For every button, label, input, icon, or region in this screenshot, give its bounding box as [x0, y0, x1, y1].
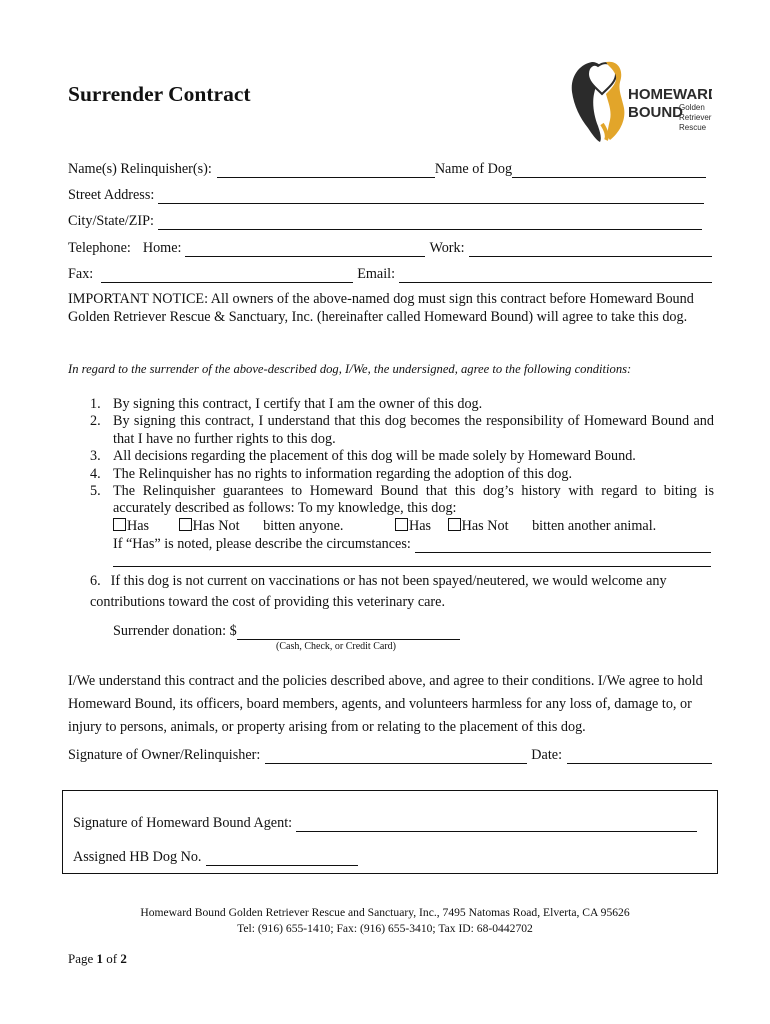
date-input-line[interactable] [567, 749, 712, 764]
street-row [68, 184, 712, 204]
golden-retriever-logo-icon [562, 54, 712, 144]
home-phone-input-line[interactable] [185, 242, 425, 257]
describe-row [113, 536, 711, 553]
work-label: Work: [429, 240, 465, 256]
city-label: City/State/ZIP: [68, 213, 154, 229]
donation-label: Surrender donation: $ [113, 623, 237, 639]
fax-label: Fax: [68, 266, 94, 282]
agent-signature-row [73, 812, 697, 832]
has-not-bitten-animal-checkbox[interactable] [448, 518, 461, 531]
checkbox-label: Has Not [461, 518, 509, 534]
work-phone-input-line[interactable] [469, 242, 712, 257]
has-bitten-anyone-checkbox[interactable] [113, 518, 126, 531]
bitten-anyone-text: bitten anyone. [263, 518, 344, 534]
city-input-line[interactable] [158, 215, 702, 230]
biting-checkbox-row [113, 518, 656, 535]
condition-item: 3. All decisions regarding the placement of this dog will be made solely by Homeward Bound. [90, 448, 636, 465]
email-label: Email: [357, 266, 396, 282]
donation-note: (Cash, Check, or Credit Card) [276, 641, 396, 652]
conditions-intro: In regard to the surrender of the above-described dog, I/We, the undersigned, agree to the following conditions: [68, 362, 632, 376]
describe-input-line[interactable] [415, 538, 711, 553]
bitten-animal-text: bitten another animal. [532, 518, 657, 534]
home-label: Home: [142, 240, 182, 256]
condition-item-6: 6. If this dog is not current on vaccinations or has not been spayed/neutered, we would welcome any contributions toward the cost of providing this veterinary care. [90, 573, 667, 610]
condition-item: 5. The Relinquisher guarantees to Homeward Bound that this dog’s history with regard to biting is accurately described as follows: To my knowledge, this dog: [90, 483, 714, 517]
page-title: Surrender Contract [68, 82, 251, 106]
telephone-label: Telephone: [68, 240, 131, 256]
fax-row [68, 263, 712, 283]
dog-number-input-line[interactable] [206, 851, 358, 866]
street-label: Street Address: [68, 187, 155, 203]
checkbox-label: Has Not [192, 518, 240, 534]
condition-item: 4. The Relinquisher has no rights to information regarding the adoption of this dog. [90, 465, 573, 482]
date-label: Date: [531, 747, 563, 763]
city-row [68, 210, 712, 230]
email-input-line[interactable] [399, 268, 712, 283]
describe-label: If “Has” is noted, please describe the circumstances: [113, 536, 411, 552]
agent-signature-line[interactable] [296, 817, 697, 832]
svg-text:Golden: Golden [679, 103, 705, 112]
dog-name-label: Name of Dog [434, 161, 513, 177]
footer [0, 905, 770, 937]
owner-signature-row [68, 744, 712, 764]
dog-number-label: Assigned HB Dog No. [73, 849, 202, 865]
agent-signature-label: Signature of Homeward Bound Agent: [73, 815, 293, 831]
has-bitten-animal-checkbox[interactable] [395, 518, 408, 531]
condition-item: 1. By signing this contract, I certify that I am the owner of this dog. [90, 396, 483, 412]
relinquisher-input-line[interactable] [217, 163, 435, 178]
condition-item: 2. By signing this contract, I understand that this dog becomes the responsibility of Homeward Bound and that I have no further rights to this dog. [90, 413, 714, 447]
describe-input-line-2[interactable] [113, 566, 711, 567]
checkbox-label: Has [409, 518, 432, 534]
svg-text:Retriever: Retriever [679, 113, 712, 122]
agreement-paragraph: I/We understand this contract and the policies described above, and agree to their conditions. I/We agree to hold Homeward Bound, its officers, board members, agents, and volunteers harmless for any loss of, damage to, or injury to persons, animals, or property arising from or relating to the placement of this dog. [68, 673, 703, 735]
owner-signature-line[interactable] [265, 749, 527, 764]
donation-row [113, 623, 460, 640]
telephone-row [68, 237, 712, 257]
relinquisher-row [68, 158, 712, 178]
footer-address: Homeward Bound Golden Retriever Rescue and Sanctuary, Inc., 7495 Natomas Road, Elverta, CA 95626 [140, 906, 630, 919]
relinquisher-label: Name(s) Relinquisher(s): [68, 161, 212, 177]
dog-number-row [73, 846, 358, 866]
dog-name-input-line[interactable] [512, 163, 706, 178]
page-number: Page 1 of 2 [68, 951, 127, 966]
homeward-bound-logo [562, 54, 712, 144]
checkbox-label: Has [127, 518, 150, 534]
donation-amount-line[interactable] [237, 625, 460, 640]
footer-contact: Tel: (916) 655-1410; Fax: (916) 655-3410; Tax ID: 68-0442702 [237, 922, 533, 935]
svg-text:BOUND: BOUND [628, 104, 683, 121]
conditions-list [78, 396, 714, 518]
fax-input-line[interactable] [101, 268, 353, 283]
has-not-bitten-anyone-checkbox[interactable] [179, 518, 192, 531]
svg-text:HOMEWARD: HOMEWARD [628, 86, 712, 103]
important-notice: IMPORTANT NOTICE: All owners of the above-named dog must sign this contract before Homeward Bound Golden Retriever Rescue & Sanctuary, Inc. (hereinafter called Homeward Bound) will agree to take this dog. [68, 291, 694, 325]
owner-signature-label: Signature of Owner/Relinquisher: [68, 747, 261, 763]
svg-text:Rescue: Rescue [679, 123, 707, 132]
street-input-line[interactable] [158, 189, 704, 204]
